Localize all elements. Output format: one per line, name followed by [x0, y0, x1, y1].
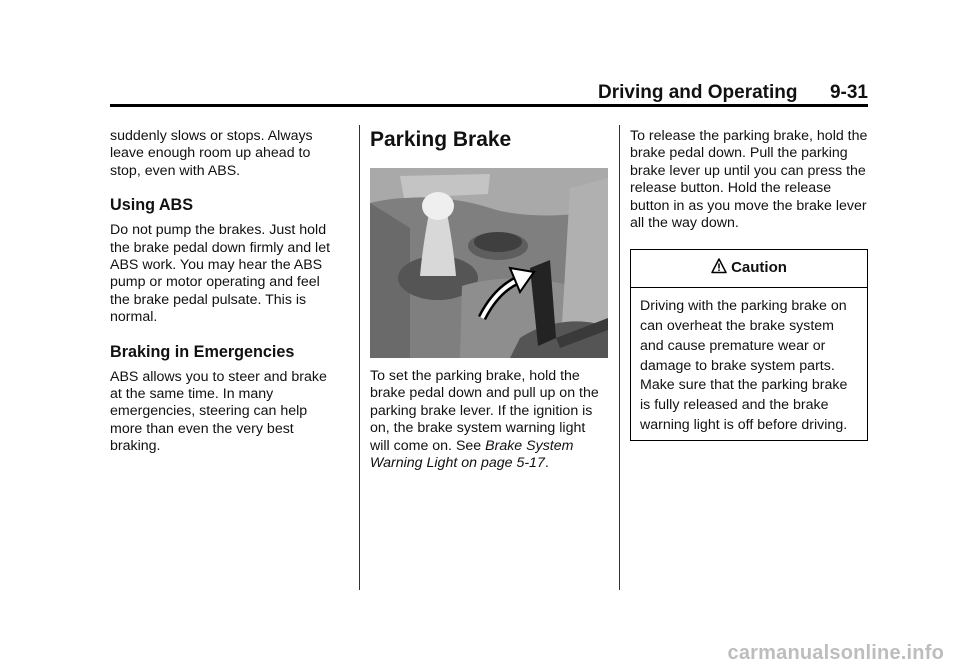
paragraph-braking-emergencies: ABS allows you to steer and brake at the same time. In many emergencies, steering can help more than even the very best braking.: [110, 368, 327, 455]
paragraph-set-parking-brake: To set the parking brake, hold the brake pedal down and pull up on the parking brake lever. If the ignition is on, the brake system warning light will come on. See Brake System Warning Light on page 5-17.: [370, 368, 599, 472]
header-rule: [110, 104, 868, 107]
warning-triangle-icon: [711, 258, 727, 279]
section-title: Driving and Operating: [597, 82, 798, 103]
paragraph-release-parking-brake: To release the parking brake, hold the brake pedal down. Pull the parking brake lever up until you can press the release button. Hold the release button in as you move the brake lever all the way down.: [630, 128, 868, 232]
heading-using-abs: Using ABS: [110, 196, 194, 215]
caution-text: Driving with the parking brake on can overheat the brake system and cause premature wear or damage to brake system parts. Make sure that the parking brake is fully released and the brake warning light is off before driving.: [640, 298, 848, 433]
heading-parking-brake: Parking Brake: [370, 128, 512, 151]
column-2: [370, 128, 608, 472]
console-drawing: [370, 168, 608, 358]
intro-paragraph: suddenly slows or stops. Always leave enough room up ahead to stop, even with ABS.: [110, 128, 313, 179]
heading-braking-emergencies: Braking in Emergencies: [110, 342, 295, 361]
column-divider: [359, 125, 360, 590]
column-3: [630, 128, 868, 441]
watermark-text: carmanualsonline.info: [727, 642, 944, 664]
caution-title: Caution: [731, 259, 787, 277]
parking-brake-illustration: [370, 168, 608, 358]
column-divider: [619, 125, 620, 590]
column-1: [110, 128, 342, 456]
cross-reference-link[interactable]: Brake System Warning Light on page 5-17: [370, 437, 574, 472]
page-number: 9-31: [829, 82, 868, 103]
page-header: [110, 80, 868, 106]
caution-box: [630, 249, 868, 441]
paragraph-using-abs: Do not pump the brakes. Just hold the brake pedal down firmly and let ABS work. You may hear the ABS pump or motor operating and feel the brake pedal pulsate. This is normal.: [110, 222, 331, 326]
caution-header: [631, 250, 867, 288]
